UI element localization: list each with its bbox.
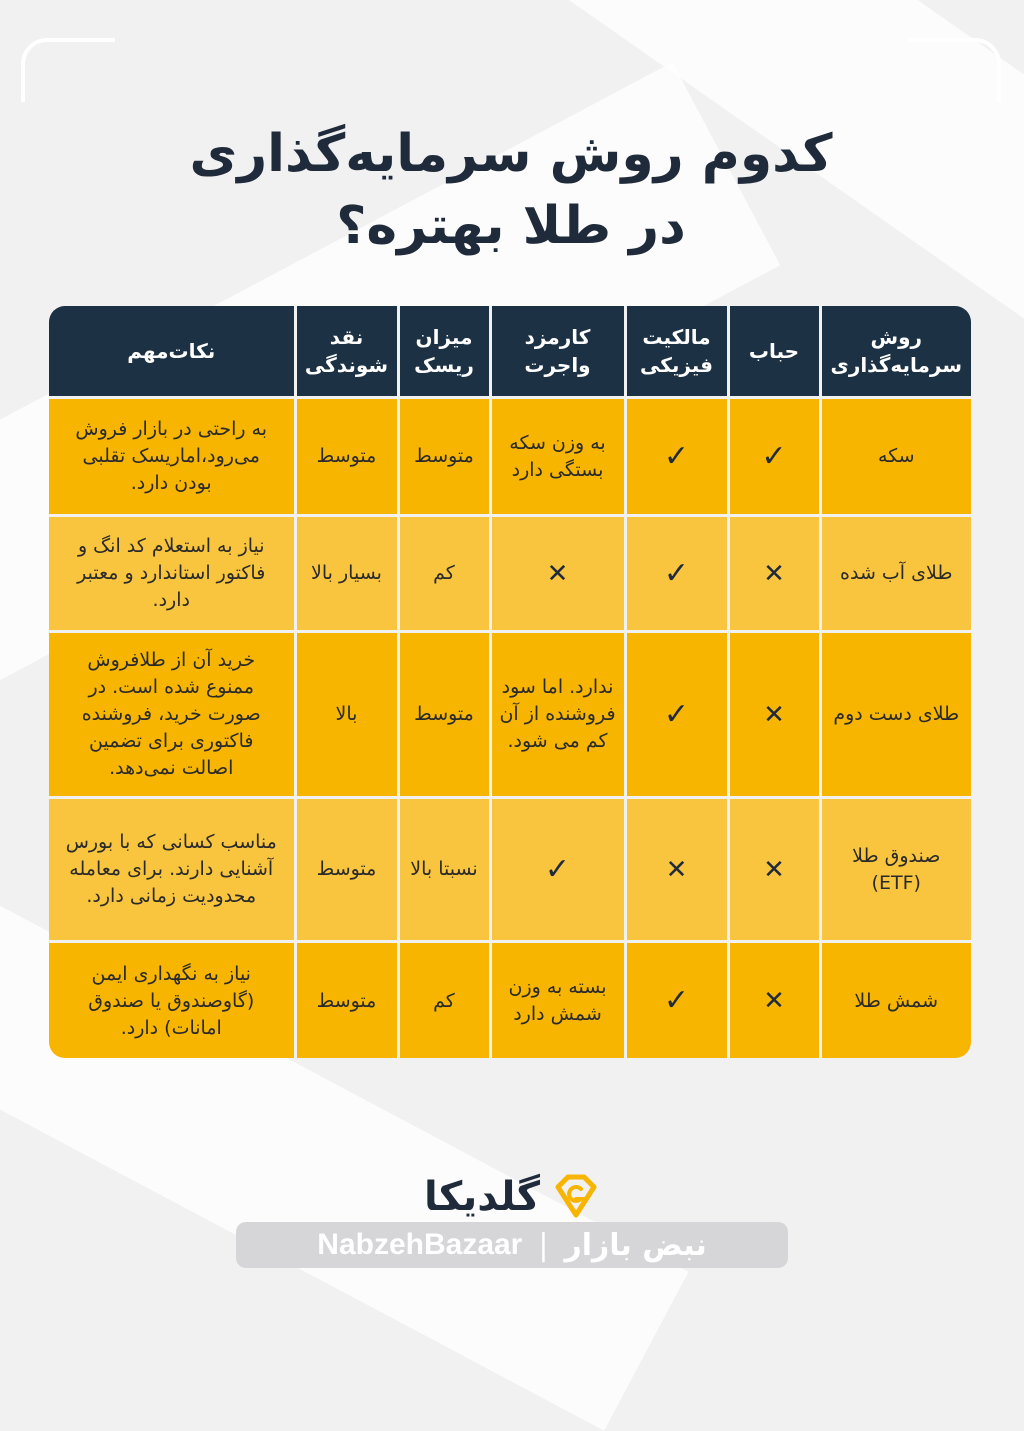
cell-liquidity: بسیار بالا: [296, 516, 399, 632]
corner-frame-left: [22, 38, 116, 102]
check-icon: ✓: [626, 632, 729, 798]
cell-fee: به وزن سکه بستگی دارد: [491, 398, 626, 516]
cell-method: سکه: [821, 398, 972, 516]
footer-separator: |: [539, 1227, 550, 1263]
footer-latin: NabzehBazaar: [318, 1228, 524, 1261]
header-risk: میزان ریسک: [399, 306, 491, 398]
footer-persian: نبض بازار: [565, 1227, 708, 1263]
cell-risk: کم: [399, 516, 491, 632]
cell-risk: نسبتا بالا: [399, 798, 491, 942]
footer-watermark: [237, 1222, 789, 1268]
cell-risk: کم: [399, 942, 491, 1059]
cell-notes: نیاز به استعلام کد انگ و فاکتور استاندارد و معتبر دارد.: [50, 516, 296, 632]
check-icon: ✓: [729, 398, 821, 516]
brand-name: گلدیکا: [425, 1174, 541, 1220]
cross-icon: ✕: [626, 798, 729, 942]
page-title: [0, 118, 1024, 262]
cell-fee: بسته به وزن شمش دارد: [491, 942, 626, 1059]
cell-method: طلای آب شده: [821, 516, 972, 632]
gem-logo-icon: [551, 1171, 603, 1223]
cross-icon: ✕: [729, 632, 821, 798]
cell-fee: ندارد. اما سود فروشنده از آن کم می شود.: [491, 632, 626, 798]
table-row: [50, 942, 972, 1059]
cell-notes: مناسب کسانی که با بورس آشنایی دارند. برای معامله محدودیت زمانی دارد.: [50, 798, 296, 942]
cell-liquidity: متوسط: [296, 398, 399, 516]
cross-icon: ✕: [491, 516, 626, 632]
title-line-2: در طلا بهتره؟: [337, 196, 687, 256]
check-icon: ✓: [491, 798, 626, 942]
cell-liquidity: متوسط: [296, 942, 399, 1059]
header-bubble: حباب: [729, 306, 821, 398]
table-row: [50, 632, 972, 798]
table-header-row: [50, 306, 972, 398]
brand-logo: [404, 1168, 624, 1226]
corner-frame-right: [908, 38, 1002, 102]
header-notes: نکات‌مهم: [50, 306, 296, 398]
table-row: [50, 516, 972, 632]
check-icon: ✓: [626, 398, 729, 516]
cell-method: شمش طلا: [821, 942, 972, 1059]
title-line-1: کدوم روش سرمایه‌گذاری: [190, 124, 834, 184]
cell-method: طلای دست دوم: [821, 632, 972, 798]
cell-notes: خرید آن از طلافروش ممنوع شده است. در صورت خرید، فروشنده فاکتوری برای تضمین اصالت نمی‌دهد.: [50, 632, 296, 798]
header-physical: مالکیت فیزیکی: [626, 306, 729, 398]
cell-method: صندوق طلا (ETF): [821, 798, 972, 942]
cell-notes: به راحتی در بازار فروش می‌رود،اماریسک تقلبی بودن دارد.: [50, 398, 296, 516]
cross-icon: ✕: [729, 798, 821, 942]
cross-icon: ✕: [729, 942, 821, 1059]
cell-risk: متوسط: [399, 398, 491, 516]
table-row: [50, 398, 972, 516]
cell-risk: متوسط: [399, 632, 491, 798]
header-method: روش سرمایه‌گذاری: [821, 306, 972, 398]
cell-liquidity: متوسط: [296, 798, 399, 942]
cell-liquidity: بالا: [296, 632, 399, 798]
table-row: [50, 798, 972, 942]
cell-notes: نیاز به نگهداری ایمن (گاوصندوق یا صندوق امانات) دارد.: [50, 942, 296, 1059]
check-icon: ✓: [626, 516, 729, 632]
cross-icon: ✕: [729, 516, 821, 632]
check-icon: ✓: [626, 942, 729, 1059]
header-fee: کارمزد واجرت: [491, 306, 626, 398]
header-liquidity: نقد شوندگی: [296, 306, 399, 398]
comparison-table: [50, 306, 972, 1058]
